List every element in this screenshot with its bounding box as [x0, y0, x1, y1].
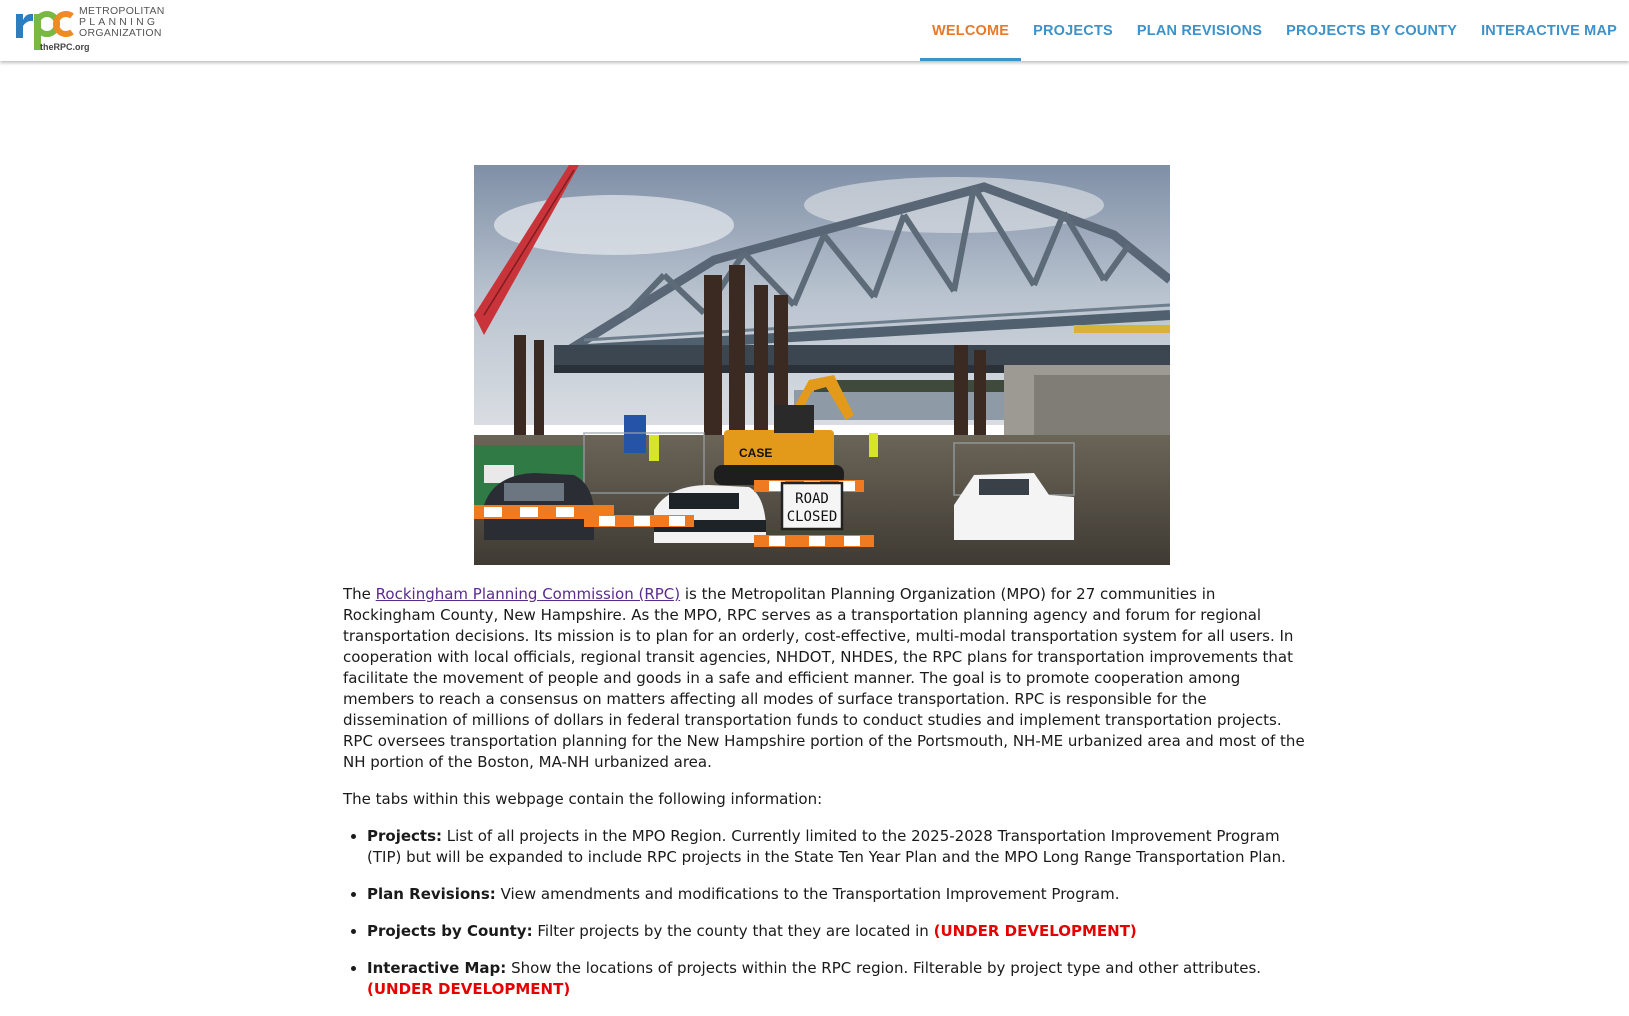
list-item-projects-by-county [367, 921, 1305, 942]
list-item-title: Projects by County: [367, 922, 533, 940]
list-item-title: Interactive Map: [367, 959, 507, 977]
sign-line-2: CLOSED [786, 509, 838, 525]
site-header [0, 0, 1629, 61]
tabs-list [343, 826, 1305, 1000]
under-development-badge: (UNDER DEVELOPMENT) [933, 922, 1137, 940]
nav-interactive-map[interactable]: INTERACTIVE MAP [1481, 22, 1617, 39]
nav-plan-revisions[interactable]: PLAN REVISIONS [1136, 22, 1263, 39]
intro-paragraph [343, 584, 1305, 773]
intro-prefix: The [343, 585, 376, 603]
intro-body: is the Metropolitan Planning Organization (MPO) for 27 communities in Rockingham County, New Hampshire. As the MPO, RPC serves as a transportation planning agency and forum for regional transportation decisions. Its mission is to plan for an orderly, cost-effective, multi-modal transportation system for all users. In cooperation with local officials, regional transit agencies, NHDOT, NHDES, the RPC plans for transportation improvements that facilitate the movement of people and goods in a safe and efficient manner. The goal is to promote cooperation among members to reach a consensus on matters affecting all modes of surface transportation. RPC is responsible for the dissemination of millions of dollars in federal transportation funds to conduct studies and implement transportation projects. RPC oversees transportation planning for the New Hampshire portion of the Portsmouth, NH-ME urbanized area and most of the NH portion of the Boston, MA-NH urbanized area. [343, 585, 1305, 771]
excavator-label: CASE [739, 446, 773, 460]
welcome-content [343, 584, 1305, 1016]
rpc-link[interactable]: Rockingham Planning Commission (RPC) [375, 585, 681, 603]
tabs-intro: The tabs within this webpage contain the following information: [343, 790, 823, 808]
list-item-text: Filter projects by the county that they are located in [532, 922, 934, 940]
list-item-title: Projects: [367, 827, 442, 845]
list-item-title: Plan Revisions: [367, 885, 496, 903]
logo-line-2: PLANNING [79, 16, 159, 28]
under-development-badge: (UNDER DEVELOPMENT) [367, 980, 571, 998]
list-item-text: List of all projects in the MPO Region. Currently limited to the 2025-2028 Transportation Improvement Program (TIP) but will be expanded to include RPC projects in the State Ten Year Plan and the MPO Long Range Transportation Plan. [367, 827, 1286, 866]
main-nav [920, 0, 1629, 61]
nav-projects[interactable]: PROJECTS [1033, 22, 1113, 39]
logo-url: theRPC.org [40, 42, 90, 52]
bridge-construction-illustration [474, 165, 1170, 565]
sign-line-1: ROAD [795, 491, 829, 507]
road-closed-sign [782, 483, 842, 529]
nav-projects-by-county[interactable]: PROJECTS BY COUNTY [1286, 22, 1458, 39]
nav-welcome[interactable]: WELCOME [920, 0, 1021, 61]
hero-image-bridge-construction [474, 165, 1170, 565]
list-item-projects [367, 826, 1305, 868]
list-item-interactive-map [367, 958, 1305, 1000]
logo-line-1: METROPOLITAN [79, 5, 165, 17]
logo-wordmark [79, 6, 165, 39]
list-item-text: View amendments and modifications to the Transportation Improvement Program. [495, 885, 1120, 903]
list-item-text: Show the locations of projects within the RPC region. Filterable by project type and other attributes. [506, 959, 1262, 977]
list-item-plan-revisions [367, 884, 1305, 905]
logo-line-3: ORGANIZATION [79, 27, 162, 39]
rpc-logo[interactable] [16, 4, 176, 56]
